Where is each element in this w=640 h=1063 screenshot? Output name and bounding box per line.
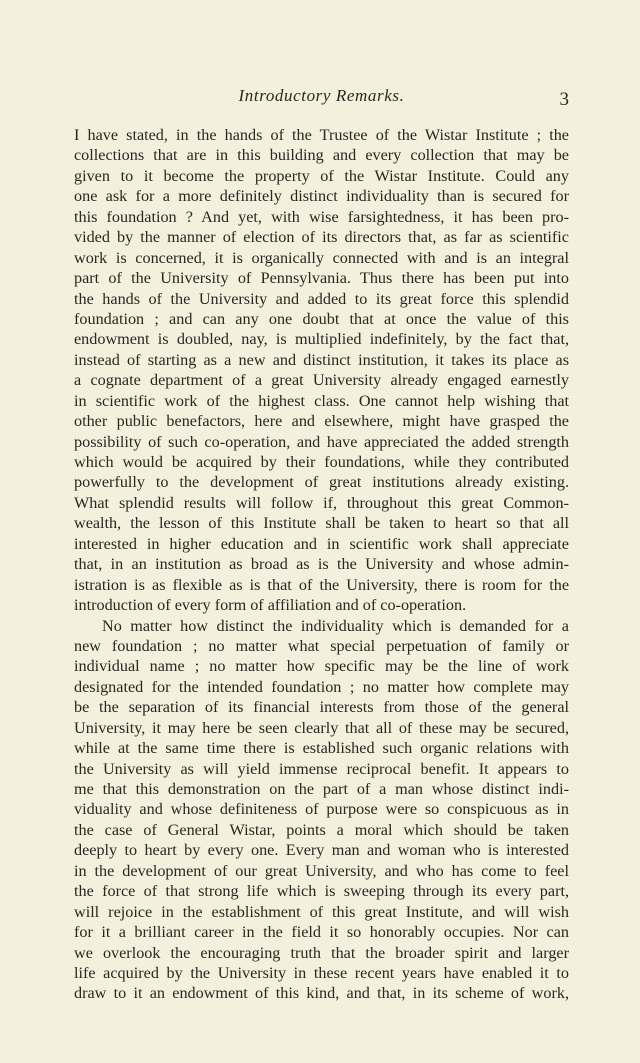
text-line: one ask for a more definitely distinct individuality than is secured for [74,187,569,206]
body-text [74,125,569,1004]
text-line: What splendid results will follow if, throughout this great Common- [74,493,569,512]
text-line: a cognate department of a great University already engaged earnestly [74,371,569,390]
text-line: the hands of the University and added to its great force this splendid [74,289,569,308]
text-line: which would be acquired by their foundations, while they contributed [74,453,569,471]
text-line: in the development of our great University, and who has come to feel [74,861,569,880]
text-line: foundation ; and can any one doubt that at once the value of this [74,309,569,328]
text-line: the force of that strong life which is sweeping through its every part, [74,882,569,901]
text-line: individual name ; no matter how specific may be the line of work [74,657,569,676]
text-line: I have stated, in the hands of the Trustee of the Wistar Institute ; the [74,126,569,144]
text-line: designated for the intended foundation ; no matter how complete may [74,677,569,696]
text-line: wealth, the lesson of this Institute shall be taken to heart so that all [74,514,569,533]
text-line: for it a brilliant career in the field it so honorably occupies. Nor can [74,923,569,942]
text-line: other public benefactors, here and elsewhere, might have grasped the [74,412,569,431]
text-line: vided by the manner of election of its directors that, as far as scientific [74,228,569,247]
text-line: the case of General Wistar, points a moral which should be taken [74,820,569,839]
text-line: introduction of every form of affiliation and of co-operation. [74,596,467,615]
text-line: this foundation ? And yet, with wise farsightedness, it has been pro- [74,207,569,226]
text-line: given to it become the property of the Wistar Institute. Could any [74,166,569,185]
text-line: endowment is doubled, nay, is multiplied indefinitely, by the fact that, [74,330,569,349]
running-title: Introductory Remarks. [238,86,405,105]
text-line: me that this demonstration on the part of a man whose distinct indi- [74,780,569,798]
paragraph-2 [74,616,569,1004]
text-line: istration is as flexible as is that of the University, there is room for the [74,575,569,594]
paragraph-1 [74,125,569,616]
text-line: while at the same time there is established such organic relations with [74,739,569,758]
text-line: interested in higher education and in scientific work shall appreciate [74,534,569,553]
text-line: work is concerned, it is organically connected with and is an integral [74,248,569,267]
text-line: will rejoice in the establishment of this great Institute, and will wish [74,902,569,921]
text-line: that, in an institution as broad as is the University and whose admin- [74,555,569,574]
text-line: in scientific work of the highest class. One cannot help wishing that [74,391,569,410]
running-head [74,86,569,116]
text-line: No matter how distinct the individuality which is demanded for a [102,616,569,635]
text-line: life acquired by the University in these recent years have enabled it to [74,963,569,982]
text-line: part of the University of Pennsylvania. Thus there has been put into [74,269,569,288]
text-line: be the separation of its financial interests from those of the general [74,698,569,717]
text-line: instead of starting as a new and distinct institution, it takes its place as [74,350,569,369]
text-line: powerfully to the development of great institutions already existing. [74,473,569,492]
text-line: viduality and whose definiteness of purpose were so conspicuous as in [74,800,569,819]
text-line: collections that are in this building and every collection that may be [74,146,569,165]
text-line: new foundation ; no matter what special perpetuation of family or [74,636,569,655]
text-line: possibility of such co-operation, and have appreciated the added strength [74,432,569,451]
page-number: 3 [559,89,569,110]
text-line: we overlook the encouraging truth that the broader spirit and larger [74,943,569,962]
text-line: deeply to heart by every one. Every man and woman who is interested [74,841,569,860]
text-line: University, it may here be seen clearly that all of these may be secured, [74,718,569,737]
text-line: the University as will yield immense reciprocal benefit. It appears to [74,759,569,778]
text-line: draw to it an endowment of this kind, and that, in its scheme of work, [74,984,569,1003]
